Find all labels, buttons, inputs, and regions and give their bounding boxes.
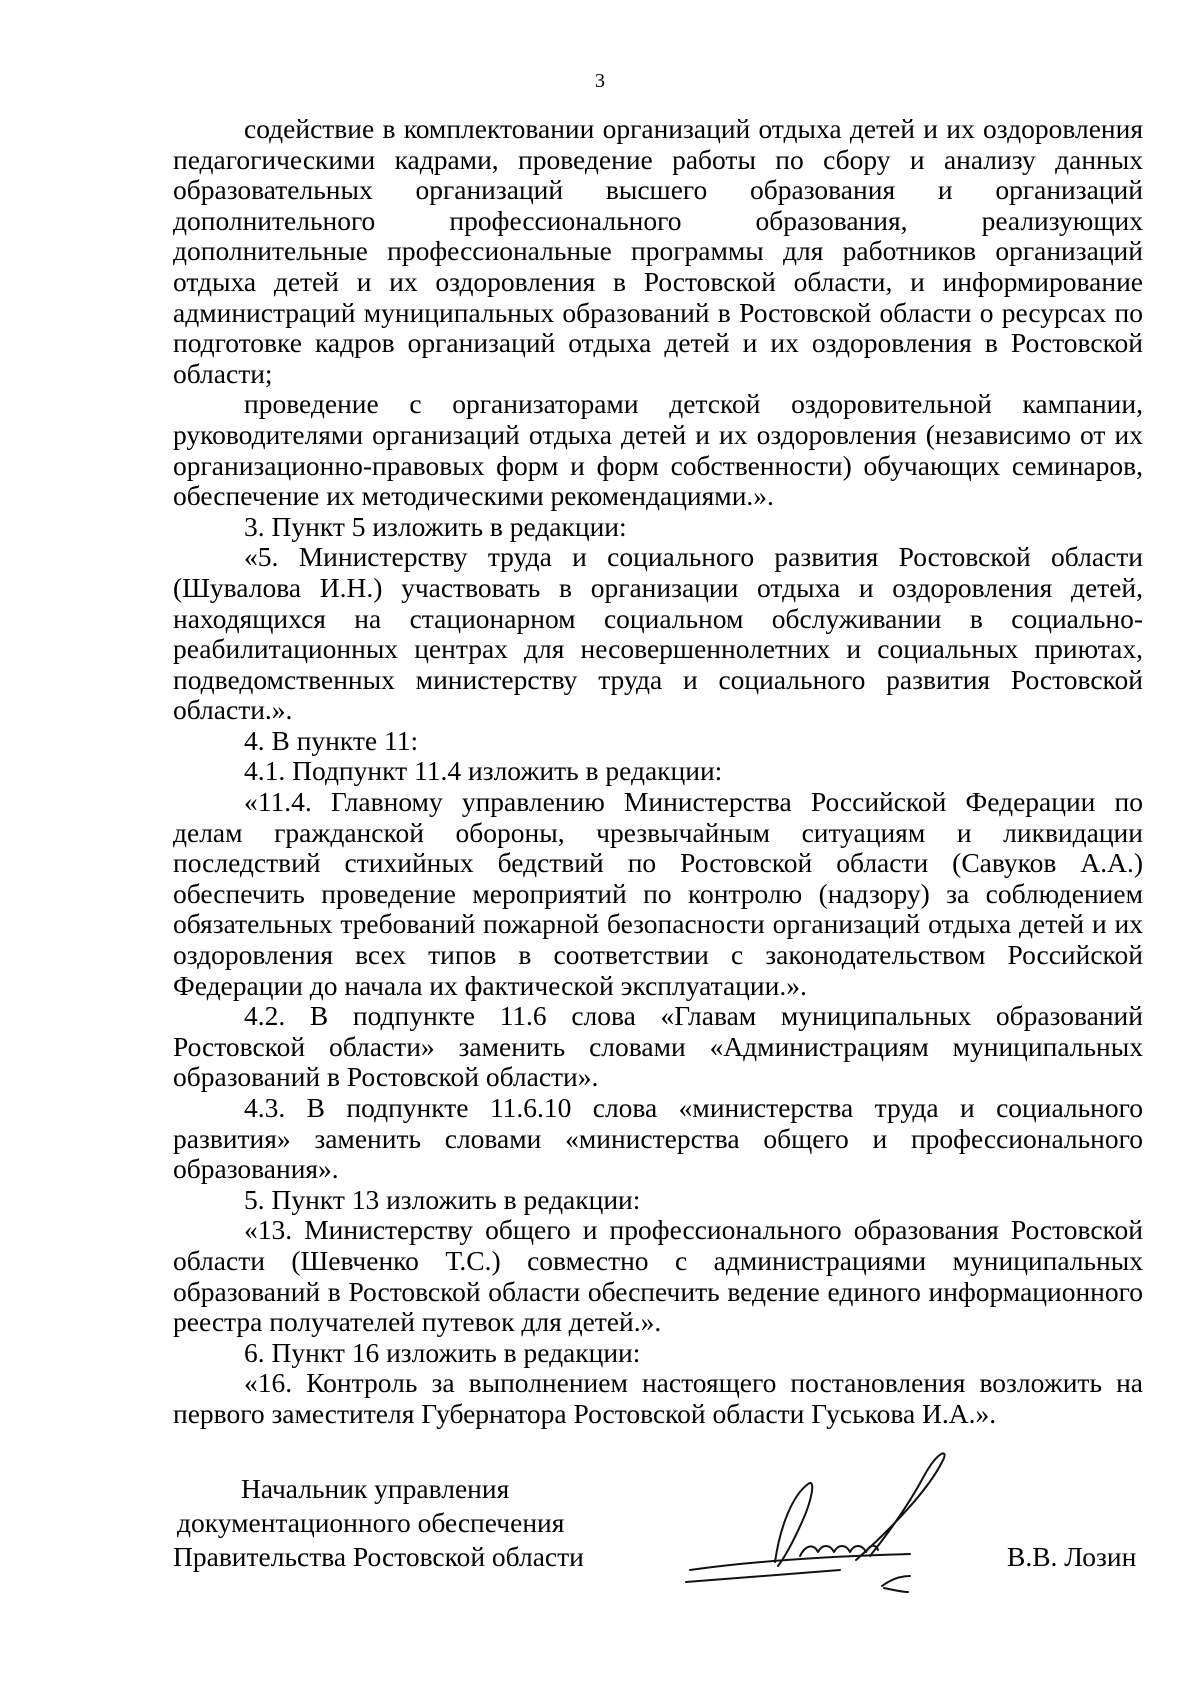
paragraph: 6. Пункт 16 изложить в редакции: xyxy=(244,1336,641,1368)
paragraph: 4. В пункте 11: xyxy=(244,724,419,756)
document-body xyxy=(173,114,1143,1430)
paragraph: 4.1. Подпункт 11.4 изложить в редакции: xyxy=(244,755,723,787)
paragraph: 4.3. В подпункте 11.6.10 слова «министерства труда и социального развития» заменить словами «министерства общего и профессионального образования». xyxy=(173,1092,1143,1185)
paragraph: 3. Пункт 5 изложить в редакции: xyxy=(244,510,627,542)
page-number: 3 xyxy=(595,70,605,92)
paragraph: «13. Министерству общего и профессионального образования Ростовской области (Шевченко Т.С.) совместно с администрациями муниципальных образований в Ростовской области обеспечить ведение единого информационного реестра получателей путевок для детей.». xyxy=(173,1214,1143,1338)
paragraph: «11.4. Главному управлению Министерства Российской Федерации по делам гражданской обороны, чрезвычайным ситуациям и ликвидации последствий стихийных бедствий по Ростовской области (Савуков А.А.) обеспечить проведение мероприятий по контролю (надзору) за соблюдением обязательных требований пожарной безопасности организаций отдыха детей и их оздоровления всех типов в соответствии с законодательством Российской Федерации до начала их фактической эксплуатации.». xyxy=(173,786,1143,1001)
signer-title-line-2: документационного обеспечения xyxy=(177,1507,565,1538)
handwritten-signature xyxy=(680,1432,1000,1612)
paragraph: «16. Контроль за выполнением настоящего постановления возложить на первого заместителя Губернатора Ростовской области Гуськова И.А.». xyxy=(173,1367,1143,1429)
paragraph: «5. Министерству труда и социального развития Ростовской области (Шувалова И.Н.) участвовать в организации отдыха и оздоровления детей, находящихся на стационарном социальном обслуживании в социально-реабилитационных центрах для несовершеннолетних и социальных приютах, подведомственных министерству труда и социального развития Ростовской области.». xyxy=(173,541,1143,726)
signer-title-line-1: Начальник управления xyxy=(241,1473,510,1504)
paragraph: 5. Пункт 13 изложить в редакции: xyxy=(244,1183,641,1215)
paragraph: проведение с организаторами детской оздоровительной кампании, руководителями организаций отдыха детей и их оздоровления (независимо от их организационно-правовых форм и форм собственности) обучающих семинаров, обеспечение их методическими рекомендациями.». xyxy=(173,388,1143,512)
paragraph: содействие в комплектовании организаций отдыха детей и их оздоровления педагогическими кадрами, проведение работы по сбору и анализу данных образовательных организаций высшего образования и организаций дополнительного профессионального образования, реализующих дополнительные профессиональные программы для работников организаций отдыха детей и их оздоровления в Ростовской области, и информирование администраций муниципальных образований в Ростовской области о ресурсах по подготовке кадров организаций отдыха детей и их оздоровления в Ростовской области; xyxy=(173,113,1143,389)
signer-name: В.В. Лозин xyxy=(1007,1541,1137,1572)
signer-title-line-3: Правительства Ростовской области xyxy=(173,1541,584,1572)
signature-block xyxy=(0,1472,1200,1632)
paragraph: 4.2. В подпункте 11.6 слова «Главам муниципальных образований Ростовской области» заменить словами «Администрациям муниципальных образований в Ростовской области». xyxy=(173,1000,1143,1093)
